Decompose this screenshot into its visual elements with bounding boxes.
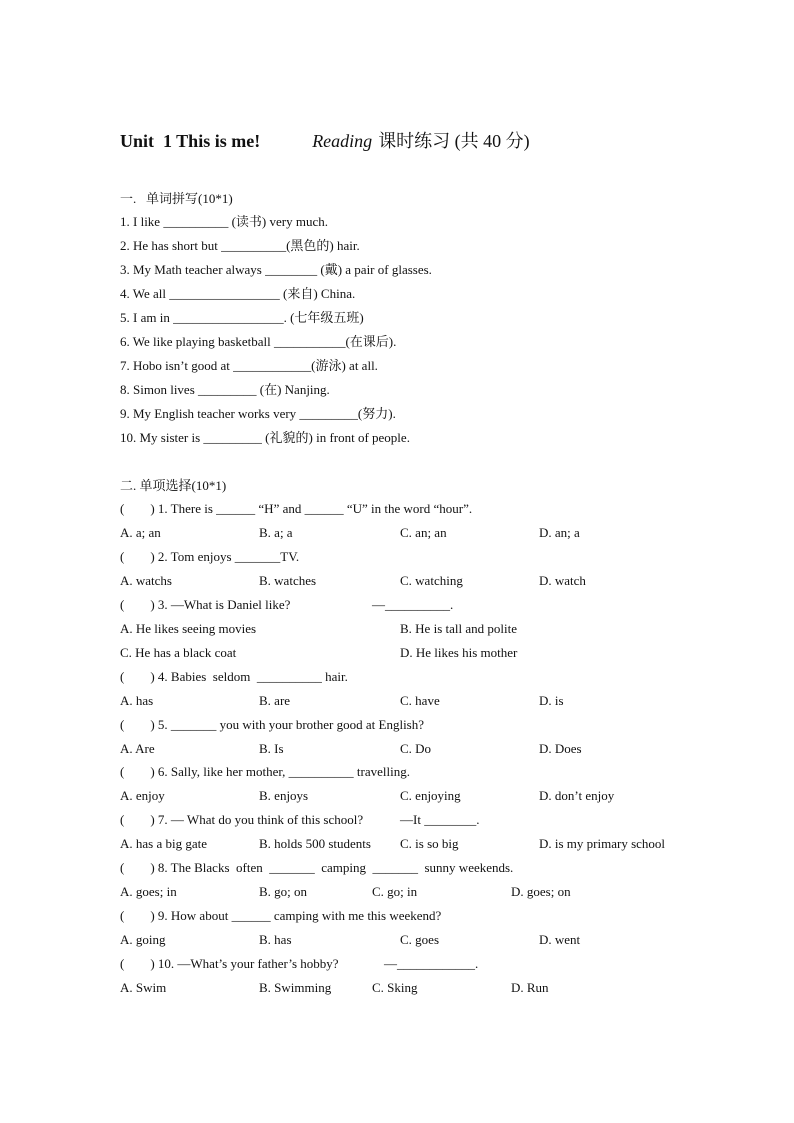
section2-heading: 二. 单项选择(10*1) xyxy=(120,478,227,493)
spelling-item-3: 3. My Math teacher always ________ (戴) a pair of glasses. xyxy=(120,262,432,277)
q7-option-b: B. holds 500 students xyxy=(259,836,371,851)
spelling-item-5: 5. I am in _________________. (七年级五班) xyxy=(120,310,364,325)
q4-option-c: C. have xyxy=(400,693,440,708)
question-8: ( ) 8. The Blacks often _______ camping _______ sunny weekends. xyxy=(120,860,514,875)
question-1: ( ) 1. There is ______ “H” and ______ “U” in the word “hour”. xyxy=(120,501,473,516)
page-title xyxy=(120,129,530,153)
q8-option-a: A. goes; in xyxy=(120,884,177,899)
spelling-item-9: 9. My English teacher works very _________(努力). xyxy=(120,406,396,421)
q1-option-d: D. an; a xyxy=(539,525,580,540)
q7-option-d: D. is my primary school xyxy=(539,836,666,851)
q10-option-c: C. Sking xyxy=(372,980,418,995)
q2-option-c: C. watching xyxy=(400,573,463,588)
question-7: ( ) 7. — What do you think of this school? xyxy=(120,812,364,827)
question-9: ( ) 9. How about ______ camping with me this weekend? xyxy=(120,908,442,923)
q9-option-b: B. has xyxy=(259,932,292,947)
q2-option-d: D. watch xyxy=(539,573,586,588)
spelling-item-4: 4. We all _________________ (来自) China. xyxy=(120,286,356,301)
question-6: ( ) 6. Sally, like her mother, __________ travelling. xyxy=(120,764,410,779)
q3-option-b: B. He is tall and polite xyxy=(400,621,517,636)
q1-option-a: A. a; an xyxy=(120,525,161,540)
q3-option-d: D. He likes his mother xyxy=(400,645,518,660)
q6-option-a: A. enjoy xyxy=(120,788,165,803)
title-subtitle: 课时练习 (共 40 分) xyxy=(378,131,530,151)
q5-option-d: D. Does xyxy=(539,741,582,756)
question-7-answer: —It ________. xyxy=(400,812,480,827)
q4-option-d: D. is xyxy=(539,693,564,708)
section1-heading: 一. 单词拼写(10*1) xyxy=(120,191,233,206)
q2-option-b: B. watches xyxy=(259,573,317,588)
title-reading: Reading xyxy=(312,131,373,151)
q9-option-d: D. went xyxy=(539,932,581,947)
question-10: ( ) 10. —What’s your father’s hobby? xyxy=(120,956,339,971)
q3-option-c: C. He has a black coat xyxy=(120,645,237,660)
q6-option-b: B. enjoys xyxy=(259,788,309,803)
q1-option-c: C. an; an xyxy=(400,525,447,540)
q8-option-b: B. go; on xyxy=(259,884,308,899)
spelling-item-7: 7. Hobo isn’t good at ____________(游泳) at all. xyxy=(120,358,378,373)
q10-option-b: B. Swimming xyxy=(259,980,332,995)
spelling-item-2: 2. He has short but __________(黑色的) hair. xyxy=(120,238,360,253)
spelling-item-6: 6. We like playing basketball ___________(在课后). xyxy=(120,334,397,349)
spelling-item-10: 10. My sister is _________ (礼貌的) in front of people. xyxy=(120,430,410,445)
q8-option-c: C. go; in xyxy=(372,884,418,899)
q5-option-a: A. Are xyxy=(120,741,155,756)
title-unit: Unit 1 This is me! xyxy=(120,131,261,151)
q3-option-a: A. He likes seeing movies xyxy=(120,621,257,636)
q9-option-a: A. going xyxy=(120,932,166,947)
q5-option-c: C. Do xyxy=(400,741,432,756)
q5-option-b: B. Is xyxy=(259,741,284,756)
q4-option-b: B. are xyxy=(259,693,291,708)
q10-option-d: D. Run xyxy=(511,980,549,995)
question-5: ( ) 5. _______ you with your brother good at English? xyxy=(120,717,425,732)
q7-option-c: C. is so big xyxy=(400,836,459,851)
q1-option-b: B. a; a xyxy=(259,525,293,540)
q6-option-d: D. don’t enjoy xyxy=(539,788,615,803)
spelling-item-8: 8. Simon lives _________ (在) Nanjing. xyxy=(120,382,330,397)
question-4: ( ) 4. Babies seldom __________ hair. xyxy=(120,669,348,684)
q6-option-c: C. enjoying xyxy=(400,788,461,803)
q2-option-a: A. watchs xyxy=(120,573,172,588)
question-3: ( ) 3. —What is Daniel like? xyxy=(120,597,291,612)
q4-option-a: A. has xyxy=(120,693,154,708)
question-2: ( ) 2. Tom enjoys _______TV. xyxy=(120,549,300,564)
spelling-item-1: 1. I like __________ (读书) very much. xyxy=(120,214,328,229)
question-3-answer: —__________. xyxy=(372,597,454,612)
q9-option-c: C. goes xyxy=(400,932,439,947)
question-10-answer: —____________. xyxy=(384,956,479,971)
q10-option-a: A. Swim xyxy=(120,980,167,995)
q7-option-a: A. has a big gate xyxy=(120,836,208,851)
q8-option-d: D. goes; on xyxy=(511,884,571,899)
